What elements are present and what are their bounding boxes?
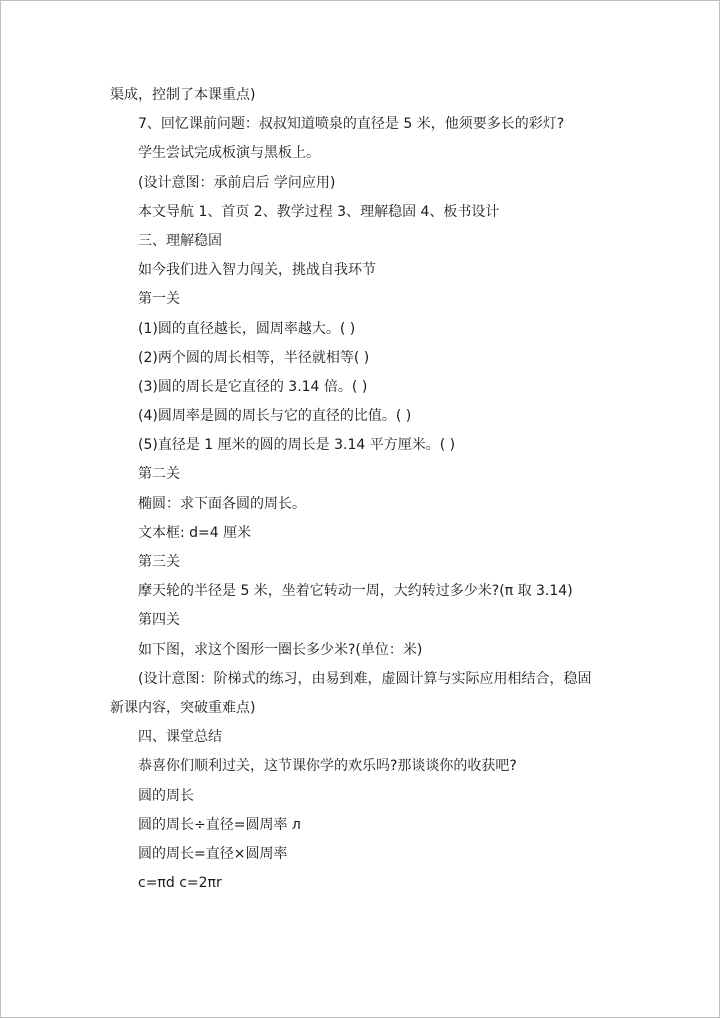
question-item: (2)两个圆的周长相等，半径就相等( ) xyxy=(138,349,370,366)
level-heading: 第二关 xyxy=(138,466,180,483)
level-heading: 第一关 xyxy=(138,291,180,308)
question-item: (3)圆的周长是它直径的 3.14 倍。( ) xyxy=(138,378,368,395)
text-line: 圆的周长 xyxy=(138,787,194,804)
text-line: 如今我们进入智力闯关，挑战自我环节 xyxy=(138,262,376,279)
text-line: 椭圆：求下面各圆的周长。 xyxy=(138,495,306,512)
text-line: 如下图，求这个图形一圈长多少米?(单位：米) xyxy=(138,641,423,658)
level-heading: 第四关 xyxy=(138,612,180,629)
text-line: 新课内容，突破重难点) xyxy=(110,699,256,716)
text-line: 7、回忆课前问题：叔叔知道喷泉的直径是 5 米，他须要多长的彩灯? xyxy=(138,116,565,133)
text-line: 本文导航 1、首页 2、教学过程 3、理解稳固 4、板书设计 xyxy=(138,203,500,220)
section-heading: 四、课堂总结 xyxy=(138,729,222,746)
formula-line: 圆的周长÷直径=圆周率 л xyxy=(138,816,301,833)
text-line: 文本框: d=4 厘米 xyxy=(138,524,252,541)
formula-line: 圆的周长=直径×圆周率 xyxy=(138,845,288,862)
text-line: 渠成，控制了本课重点) xyxy=(110,87,256,103)
section-heading: 三、理解稳固 xyxy=(138,232,222,249)
formula-line: c=πd c=2πr xyxy=(138,875,222,892)
text-line: 恭喜你们顺利过关，这节课你学的欢乐吗?那谈谈你的收获吧? xyxy=(138,758,517,775)
question-item: (5)直径是 1 厘米的圆的周长是 3.14 平方厘米。( ) xyxy=(138,437,456,454)
level-heading: 第三关 xyxy=(138,554,180,570)
question-item: (1)圆的直径越长，圆周率越大。( ) xyxy=(138,320,356,337)
text-line: 学生尝试完成板演与黑板上。 xyxy=(138,145,320,162)
question-item: (4)圆周率是圆的周长与它的直径的比值。( ) xyxy=(138,408,412,425)
text-line: 摩天轮的半径是 5 米，坐着它转动一周，大约转过多少米?(π 取 3.14) xyxy=(138,583,573,600)
text-line: (设计意图：阶梯式的练习，由易到难，虚圆计算与实际应用相结合，稳固 xyxy=(138,670,592,687)
document-body xyxy=(110,81,630,898)
text-line: (设计意图：承前启后 学问应用) xyxy=(138,174,336,191)
